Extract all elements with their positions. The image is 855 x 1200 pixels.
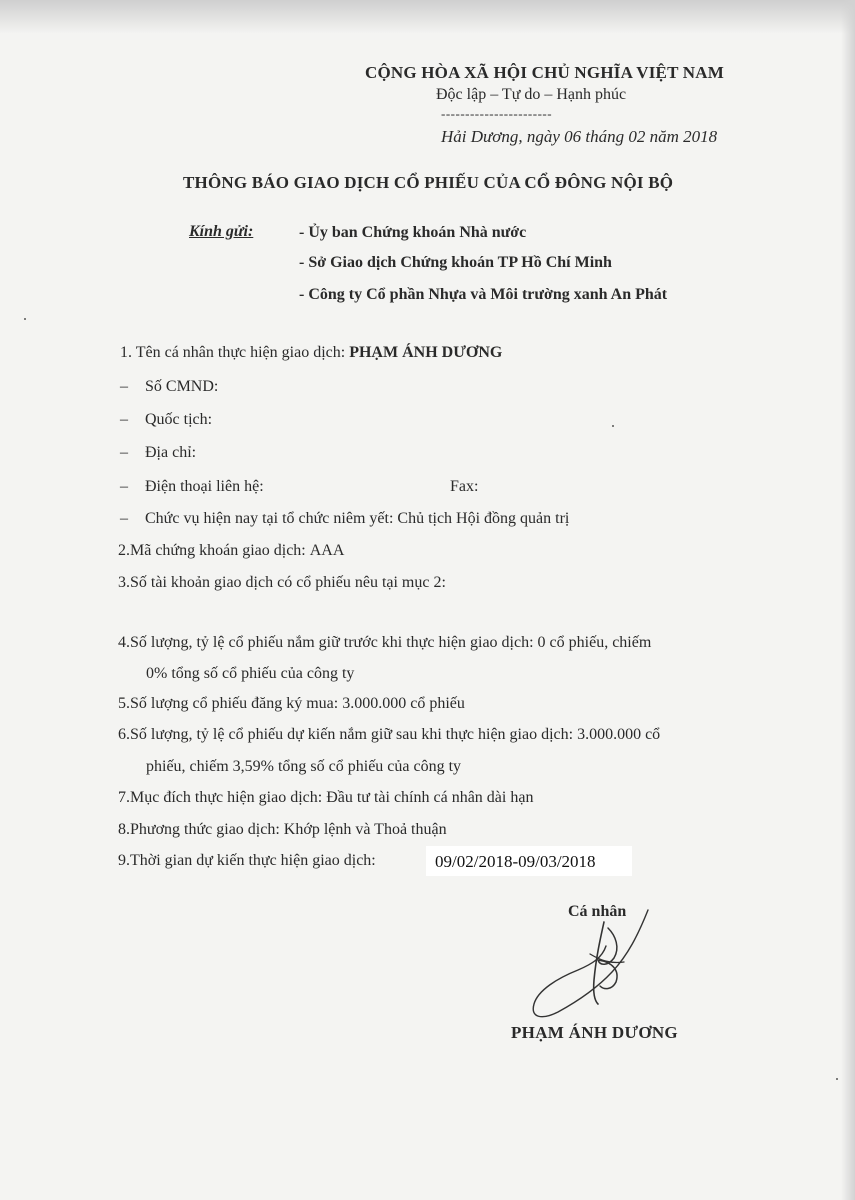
- bullet-dash: –: [120, 478, 128, 495]
- item-position: [120, 510, 569, 528]
- item-address-label: Địa chỉ:: [145, 444, 197, 461]
- item-fax-label: Fax:: [450, 478, 479, 495]
- signer-role: Cá nhân: [568, 903, 627, 920]
- item-4-line-1: 4.Số lượng, tỷ lệ cổ phiếu nắm giữ trước khi thực hiện giao dịch: 0 cổ phiếu, chiếm: [118, 634, 652, 651]
- handwritten-signature: [520, 900, 670, 1025]
- bullet-dash: –: [120, 444, 128, 461]
- item-nationality: [120, 411, 212, 429]
- item-7: [118, 789, 533, 807]
- scan-speck: [24, 318, 26, 320]
- item-5-label: 5.Số lượng cổ phiếu đăng ký mua:: [118, 695, 339, 712]
- place-date: Hải Dương, ngày 06 tháng 02 năm 2018: [441, 127, 718, 146]
- item-6-line-2: phiếu, chiếm 3,59% tổng số cổ phiếu của công ty: [146, 758, 462, 775]
- item-phone-label: Điện thoại liên hệ:: [145, 478, 264, 495]
- item-8: [118, 821, 447, 839]
- bullet-dash: –: [120, 510, 128, 527]
- scan-speck: [612, 425, 614, 427]
- recipient-1: - Ủy ban Chứng khoán Nhà nước: [299, 224, 527, 241]
- item-2: [118, 542, 344, 560]
- item-2-value: AAA: [309, 542, 345, 559]
- item-8-value: Khớp lệnh và Thoả thuận: [283, 821, 447, 838]
- item-cmnd-label: Số CMND:: [145, 378, 219, 395]
- item-7-label: 7.Mục đích thực hiện giao dịch:: [118, 789, 323, 806]
- item-1-label: 1. Tên cá nhân thực hiện giao dịch:: [120, 344, 346, 361]
- item-1: [120, 344, 502, 362]
- national-title: CỘNG HÒA XÃ HỘI CHỦ NGHĨA VIỆT NAM: [365, 63, 724, 82]
- scan-shadow-right: [841, 0, 855, 1200]
- item-address: [120, 444, 196, 462]
- document-title: THÔNG BÁO GIAO DỊCH CỔ PHIẾU CỦA CỔ ĐÔNG NỘI BỘ: [183, 173, 674, 192]
- item-position-value: Chủ tịch Hội đồng quản trị: [397, 510, 570, 527]
- item-9-value: 09/02/2018-09/03/2018: [435, 852, 596, 871]
- item-8-label: 8.Phương thức giao dịch:: [118, 821, 280, 838]
- item-4-line-2: 0% tổng số cổ phiếu của công ty: [146, 665, 355, 682]
- item-9: [118, 852, 376, 870]
- recipient-2: - Sở Giao dịch Chứng khoán TP Hồ Chí Minh: [299, 254, 612, 271]
- item-2-label: 2.Mã chứng khoán giao dịch:: [118, 542, 306, 559]
- item-nationality-label: Quốc tịch:: [145, 411, 213, 428]
- item-3-label: 3.Số tài khoản giao dịch có cổ phiếu nêu tại mục 2:: [118, 574, 446, 591]
- item-cmnd: [120, 378, 218, 396]
- item-7-value: Đầu tư tài chính cá nhân dài hạn: [326, 789, 534, 806]
- item-5-value: 3.000.000 cổ phiếu: [342, 695, 465, 712]
- item-9-label: 9.Thời gian dự kiến thực hiện giao dịch:: [118, 852, 376, 869]
- signer-name: PHẠM ÁNH DƯƠNG: [511, 1023, 678, 1042]
- item-phone: [120, 478, 540, 496]
- item-1-value: PHẠM ÁNH DƯƠNG: [349, 344, 503, 361]
- bullet-dash: –: [120, 411, 128, 428]
- national-motto: Độc lập – Tự do – Hạnh phúc: [436, 86, 627, 103]
- item-position-label: Chức vụ hiện nay tại tổ chức niêm yết:: [145, 510, 394, 527]
- item-3: [118, 574, 446, 592]
- header-separator: -----------------------: [441, 106, 553, 121]
- item-6-line-1: 6.Số lượng, tỷ lệ cổ phiếu dự kiến nắm giữ sau khi thực hiện giao dịch: 3.000.000 cổ: [118, 726, 661, 743]
- recipients-label: Kính gửi:: [189, 223, 254, 240]
- scan-shadow-top: [0, 0, 855, 34]
- item-5: [118, 695, 465, 713]
- recipient-3: - Công ty Cổ phần Nhựa và Môi trường xanh An Phát: [299, 286, 668, 303]
- bullet-dash: –: [120, 378, 128, 395]
- scan-speck: [836, 1078, 838, 1080]
